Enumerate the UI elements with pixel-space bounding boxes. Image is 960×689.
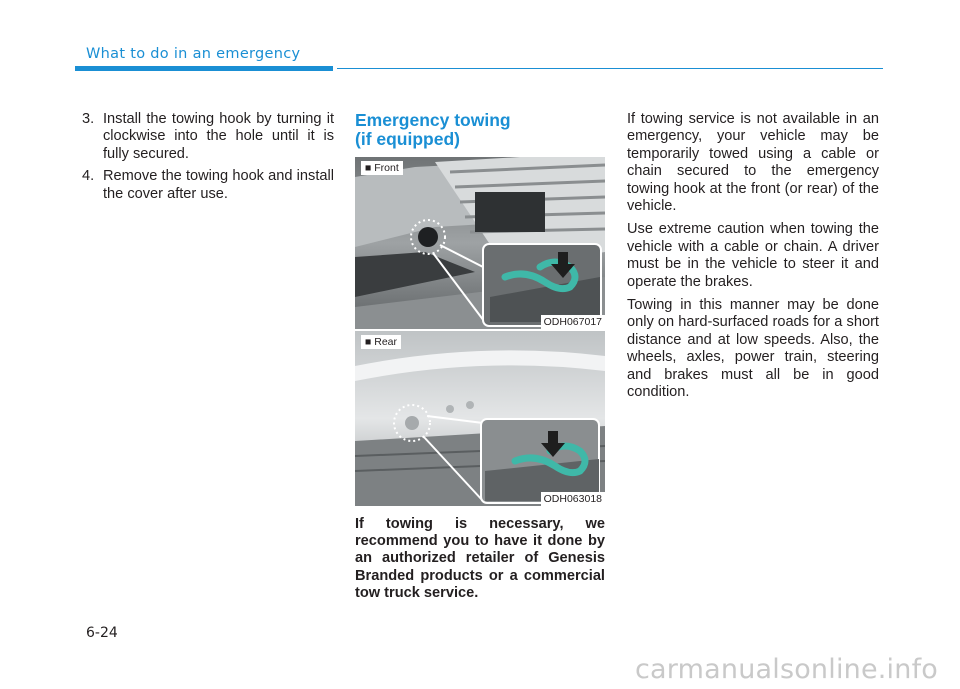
front-figure [355,157,605,329]
figure-code: ODH067017 [541,315,605,329]
towing-recommendation: If towing is necessary, we recommend you to have it done by an authorized retailer of Genesis Branded products or a commercial tow truck service. [355,516,605,601]
front-illustration [355,157,605,329]
step-text: Remove the towing hook and install the cover after use. [103,168,334,202]
paragraph: If towing service is not available in an emergency, your vehicle may be temporarily towed using a cable or chain secured to the emergency towing hook at the front (or rear) of the vehicle. [627,111,879,215]
step-item [82,111,334,163]
step-number: 3. [82,111,95,127]
figure-code: ODH063018 [541,492,605,506]
steps-column [82,111,334,208]
section-title-line2: (if equipped) [355,129,460,149]
section-title [355,111,511,149]
figure-label: ■ Front [361,161,403,175]
towing-instructions [627,111,879,408]
figure-label: ■ Rear [361,335,401,349]
header-title: What to do in an emergency [86,46,301,62]
section-title-line1: Emergency towing [355,110,511,130]
page-number: 6-24 [86,625,118,641]
step-number: 4. [82,168,95,185]
rear-figure [355,331,605,506]
step-item [82,168,334,203]
paragraph: Towing in this manner may be done only on hard-surfaced roads for a short distance and at low speeds. Also, the wheels, axles, power train, steering and brakes must all be in good condition. [627,297,879,401]
header-bar [75,66,333,71]
header-rule [337,68,883,69]
paragraph: Use extreme caution when towing the vehicle with a cable or chain. A driver must be in the vehicle to steer it and operate the brakes. [627,221,879,290]
watermark: carmanualsonline.info [635,654,938,685]
step-text: Install the towing hook by turning it clockwise into the hole until it is fully secured. [103,111,334,162]
rear-illustration [355,331,605,506]
